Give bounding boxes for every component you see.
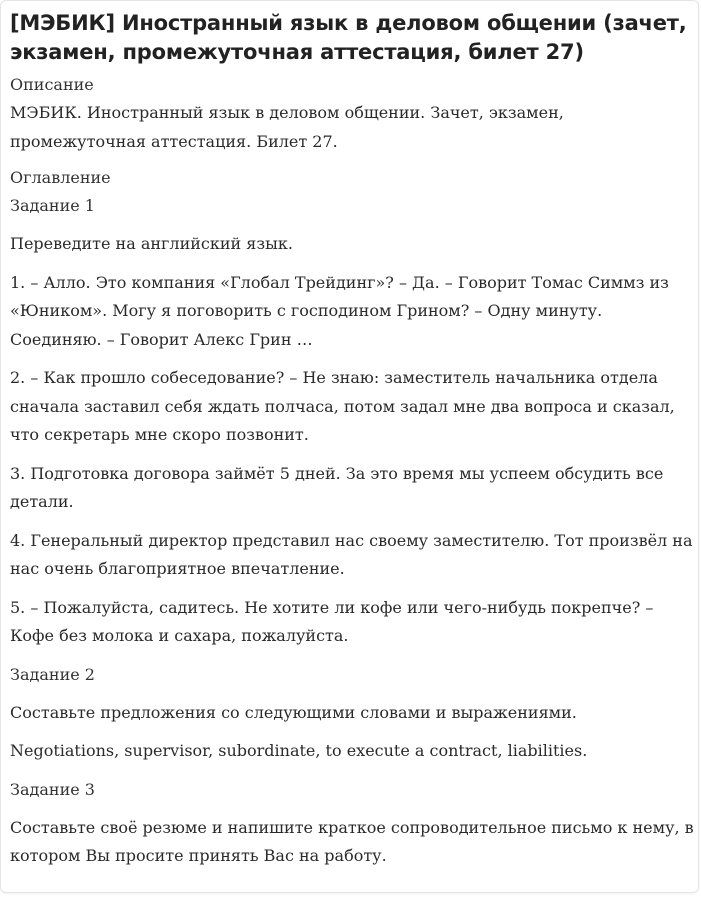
task3-heading: Задание 3	[10, 779, 95, 799]
task1-item-2: 2. – Как прошло собеседование? – Не знаю: заместитель начальника отдела сначала заставил себя ждать полчаса, потом задал мне два вопроса и сказал, что секретарь мне скоро позвонит.	[10, 368, 675, 444]
task3-instruction: Составьте своё резюме и напишите краткое сопроводительное письмо к нему, в котором Вы просите принять Вас на работу.	[10, 817, 694, 865]
task1-item-4: 4. Генеральный директор представил нас своему заместителю. Тот произвёл на нас очень благоприятное впечатление.	[10, 530, 693, 578]
task2-instruction: Составьте предложения со следующими словами и выражениями.	[10, 702, 577, 722]
description-label: Описание	[10, 75, 94, 94]
task2-words: Negotiations, supervisor, subordinate, to execute a contract, liabilities.	[10, 741, 588, 760]
task1-item-3: 3. Подготовка договора займёт 5 дней. За это время мы успеем обсудить все детали.	[10, 463, 664, 511]
document-content	[10, 9, 694, 871]
task1-heading: Задание 1	[10, 196, 95, 215]
description-text: МЭБИК. Иностранный язык в деловом общении. Зачет, экзамен, промежуточная аттестация. Билет 27.	[10, 103, 564, 151]
task1-item-5: 5. – Пожалуйста, садитесь. Не хотите ли кофе или чего-нибудь покрепче? – Кофе без молока и сахара, пожалуйста.	[10, 597, 654, 645]
task1-item-1: 1. – Алло. Это компания «Глобал Трейдинг»? – Да. – Говорит Томас Симмз из «Юником». Могу я поговорить с господином Грином? – Одну минуту. Соединяю. – Говорит Алекс Грин …	[10, 272, 669, 349]
page-title: [МЭБИК] Иностранный язык в деловом общении (зачет, экзамен, промежуточная аттестация, билет 27)	[10, 11, 687, 64]
task1-instruction: Переведите на английский язык.	[10, 234, 293, 253]
task2-heading: Задание 2	[10, 664, 95, 684]
toc-label: Оглавление	[10, 168, 111, 187]
